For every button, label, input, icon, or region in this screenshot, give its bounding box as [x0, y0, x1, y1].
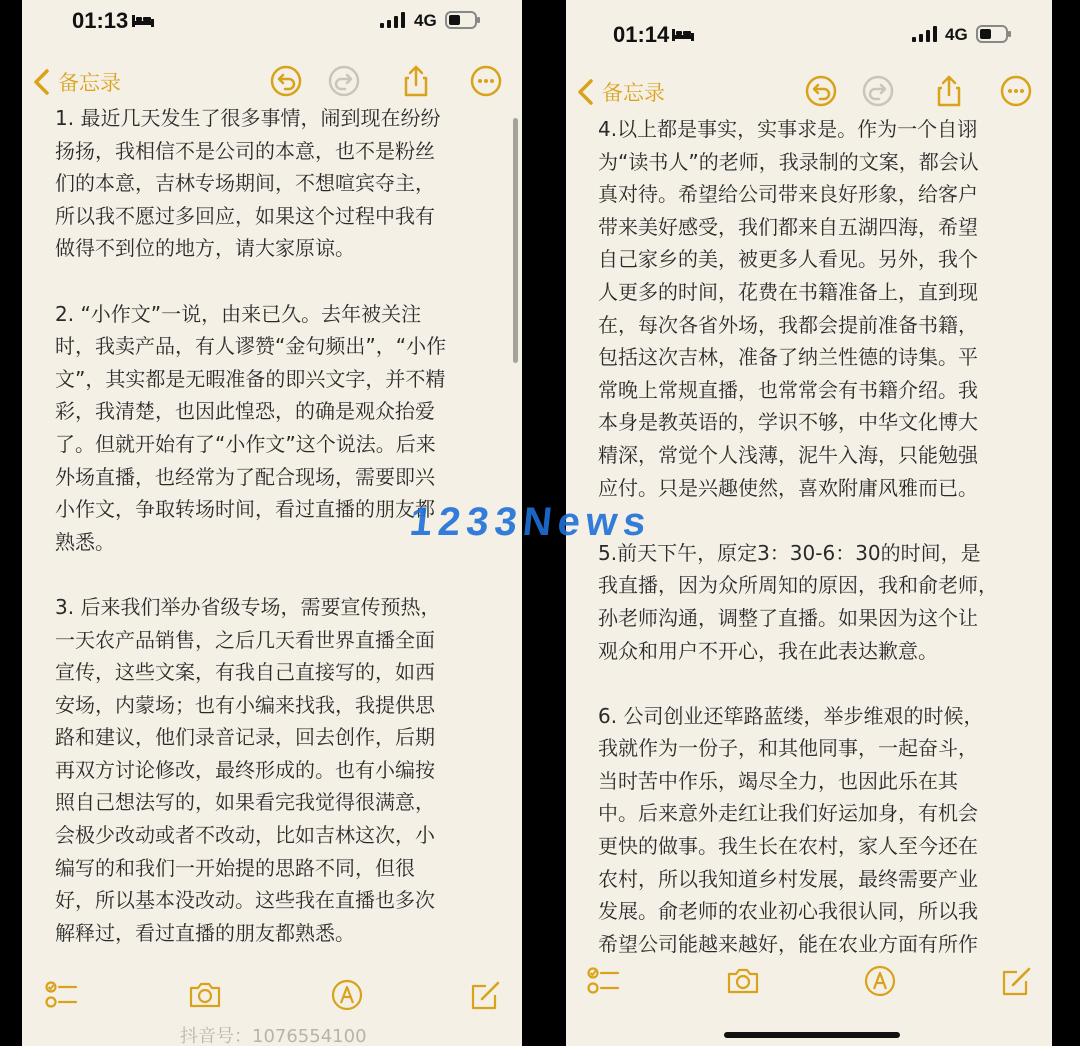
note-line: 我就作为一份子，和其他同事，一起奋斗，: [598, 736, 978, 761]
note-line: 为“读书人”的老师，我录制的文案，都会认: [598, 149, 979, 174]
note-line: 精深，常觉个人浅薄，泥牛入海，只能勉强: [598, 442, 978, 467]
note-line: 3. 后来我们举办省级专场，需要宣传预热，: [55, 594, 441, 619]
note-line: 在，每次各省外场，我都会提前准备书籍，: [598, 312, 978, 337]
note-text[interactable]: [598, 113, 1018, 960]
note-line: 自己家乡的美，被更多人看见。另外，我个: [598, 247, 978, 272]
back-button[interactable]: [32, 66, 121, 98]
note-line: 4.以上都是事实，实事求是。作为一个自诩: [598, 117, 978, 141]
note-line: 农村，所以我知道乡村发展，最终需要产业: [598, 866, 978, 891]
note-line: 会极少改动或者不改动，比如吉林这次，小: [55, 823, 435, 848]
note-line: 外场直播，也经常为了配合现场，需要即兴: [55, 464, 435, 489]
signal-icon: [380, 12, 406, 28]
note-line: 包括这次吉林，准备了纳兰性德的诗集。平: [598, 345, 978, 370]
blank-line: [598, 667, 1018, 700]
status-time: 01:14: [613, 22, 670, 47]
network-label: 4G: [945, 25, 968, 44]
bed-icon: [132, 13, 154, 27]
note-line: 解释过，看过直播的朋友都熟悉。: [55, 920, 355, 945]
note-line: 5.前天下午，原定3：30-6：30的时间，是: [598, 540, 981, 565]
checklist-icon[interactable]: [586, 964, 620, 998]
redo-icon[interactable]: [861, 74, 895, 108]
news-watermark: 1233News: [407, 500, 654, 544]
note-line: 带来美好感受，我们都来自五湖四海，希望: [598, 214, 978, 239]
checklist-icon[interactable]: [44, 978, 78, 1012]
more-icon[interactable]: [469, 64, 503, 98]
markup-icon[interactable]: [330, 978, 364, 1012]
battery-icon: [445, 11, 481, 29]
note-line: 彩，我清楚，也因此惶恐，的确是观众抬爱: [55, 399, 435, 424]
note-line: 照自己想法写的，如果看完我觉得很满意，: [55, 790, 435, 815]
nav-bar: [566, 70, 1052, 114]
back-label: 备忘录: [602, 81, 665, 105]
blank-line: [55, 265, 495, 298]
chevron-left-icon: [576, 78, 594, 106]
back-label: 备忘录: [58, 71, 121, 95]
note-line: 宣传，这些文案，有我自己直接写的，如西: [55, 660, 435, 685]
compose-icon[interactable]: [1000, 964, 1034, 998]
blank-line: [55, 558, 495, 591]
note-line: 扬扬，我相信不是公司的本意，也不是粉丝: [55, 138, 435, 163]
note-line: 小作文，争取转场时间，看过直播的朋友都: [55, 497, 435, 522]
note-line: 好，所以基本没改动。这些我在直播也多次: [55, 888, 435, 913]
note-line: 更快的做事。我生长在农村，家人至今还在: [598, 834, 978, 859]
note-line: 1. 最近几天发生了很多事情，闹到现在纷纷: [55, 106, 441, 130]
note-line: 再双方讨论修改，最终形成的。也有小编按: [55, 757, 435, 782]
chevron-left-icon: [32, 68, 50, 96]
home-indicator[interactable]: [724, 1032, 900, 1038]
camera-icon[interactable]: [188, 978, 222, 1012]
note-line: 孙老师沟通，调整了直播。如果因为这个让: [598, 605, 978, 630]
note-line: 所以我不愿过多回应，如果这个过程中我有: [55, 203, 435, 228]
compose-icon[interactable]: [469, 978, 503, 1012]
note-line: 们的本意，吉林专场期间，不想喧宾夺主，: [55, 171, 435, 196]
note-line: 应付。只是兴趣使然，喜欢附庸风雅而已。: [598, 475, 978, 500]
note-line: 路和建议，他们录音记录，回去创作，后期: [55, 725, 435, 750]
bed-icon: [672, 27, 694, 41]
bottom-toolbar: [566, 962, 1052, 1002]
note-line: 常晚上常规直播，也常常会有书籍介绍。我: [598, 377, 978, 402]
markup-icon[interactable]: [863, 964, 897, 998]
redo-icon[interactable]: [327, 64, 361, 98]
note-line: 熟悉。: [55, 529, 115, 554]
blank-line: [598, 504, 1018, 537]
network-label: 4G: [414, 11, 437, 30]
note-line: 当时苦中作乐，竭尽全力，也因此乐在其: [598, 768, 958, 793]
note-line: 安场，内蒙场；也有小编来找我，我提供思: [55, 692, 435, 717]
note-line: 发展。俞老师的农业初心我很认同，所以我: [598, 899, 978, 924]
share-icon[interactable]: [399, 64, 433, 98]
status-bar: [566, 0, 1052, 50]
undo-icon[interactable]: [269, 64, 303, 98]
note-line: 2. “小作文”一说，由来已久。去年被关注: [55, 301, 422, 326]
note-line: 中。后来意外走红让我们好运加身，有机会: [598, 801, 978, 826]
status-time: 01:13: [72, 8, 129, 33]
note-line: 文”，其实都是无暇准备的即兴文字，并不精: [55, 366, 446, 391]
scroll-indicator[interactable]: [513, 118, 518, 363]
back-button[interactable]: [576, 76, 665, 108]
note-line: 做得不到位的地方，请大家原谅。: [55, 236, 355, 261]
camera-icon[interactable]: [726, 964, 760, 998]
signal-icon: [912, 26, 938, 42]
nav-bar: [22, 60, 522, 104]
battery-icon: [976, 25, 1012, 43]
note-line: 真对待。希望给公司带来良好形象，给客户: [598, 182, 978, 207]
note-line: 编写的和我们一开始提的思路不同，但很: [55, 855, 415, 880]
douyin-watermark: 抖音号：1076554100: [180, 1026, 367, 1046]
status-bar: [22, 0, 522, 50]
note-line: 希望公司能越来越好，能在农业方面有所作: [598, 931, 978, 956]
note-line: 6. 公司创业还筚路蓝缕，举步维艰的时候，: [598, 703, 984, 728]
note-line: 观众和用户不开心，我在此表达歉意。: [598, 638, 938, 663]
undo-icon[interactable]: [804, 74, 838, 108]
note-line: 我直播，因为众所周知的原因，我和俞老师，: [598, 573, 998, 598]
bottom-toolbar: [22, 976, 522, 1016]
note-line: 一天农产品销售，之后几天看世界直播全面: [55, 627, 435, 652]
note-line: 时，我卖产品，有人谬赞“金句频出”，“小作: [55, 334, 447, 359]
note-line: 本身是教英语的，学识不够，中华文化博大: [598, 410, 978, 435]
share-icon[interactable]: [932, 74, 966, 108]
note-line: 人更多的时间，花费在书籍准备上，直到现: [598, 279, 978, 304]
note-line: 了。但就开始有了“小作文”这个说法。后来: [55, 431, 436, 456]
more-icon[interactable]: [999, 74, 1033, 108]
